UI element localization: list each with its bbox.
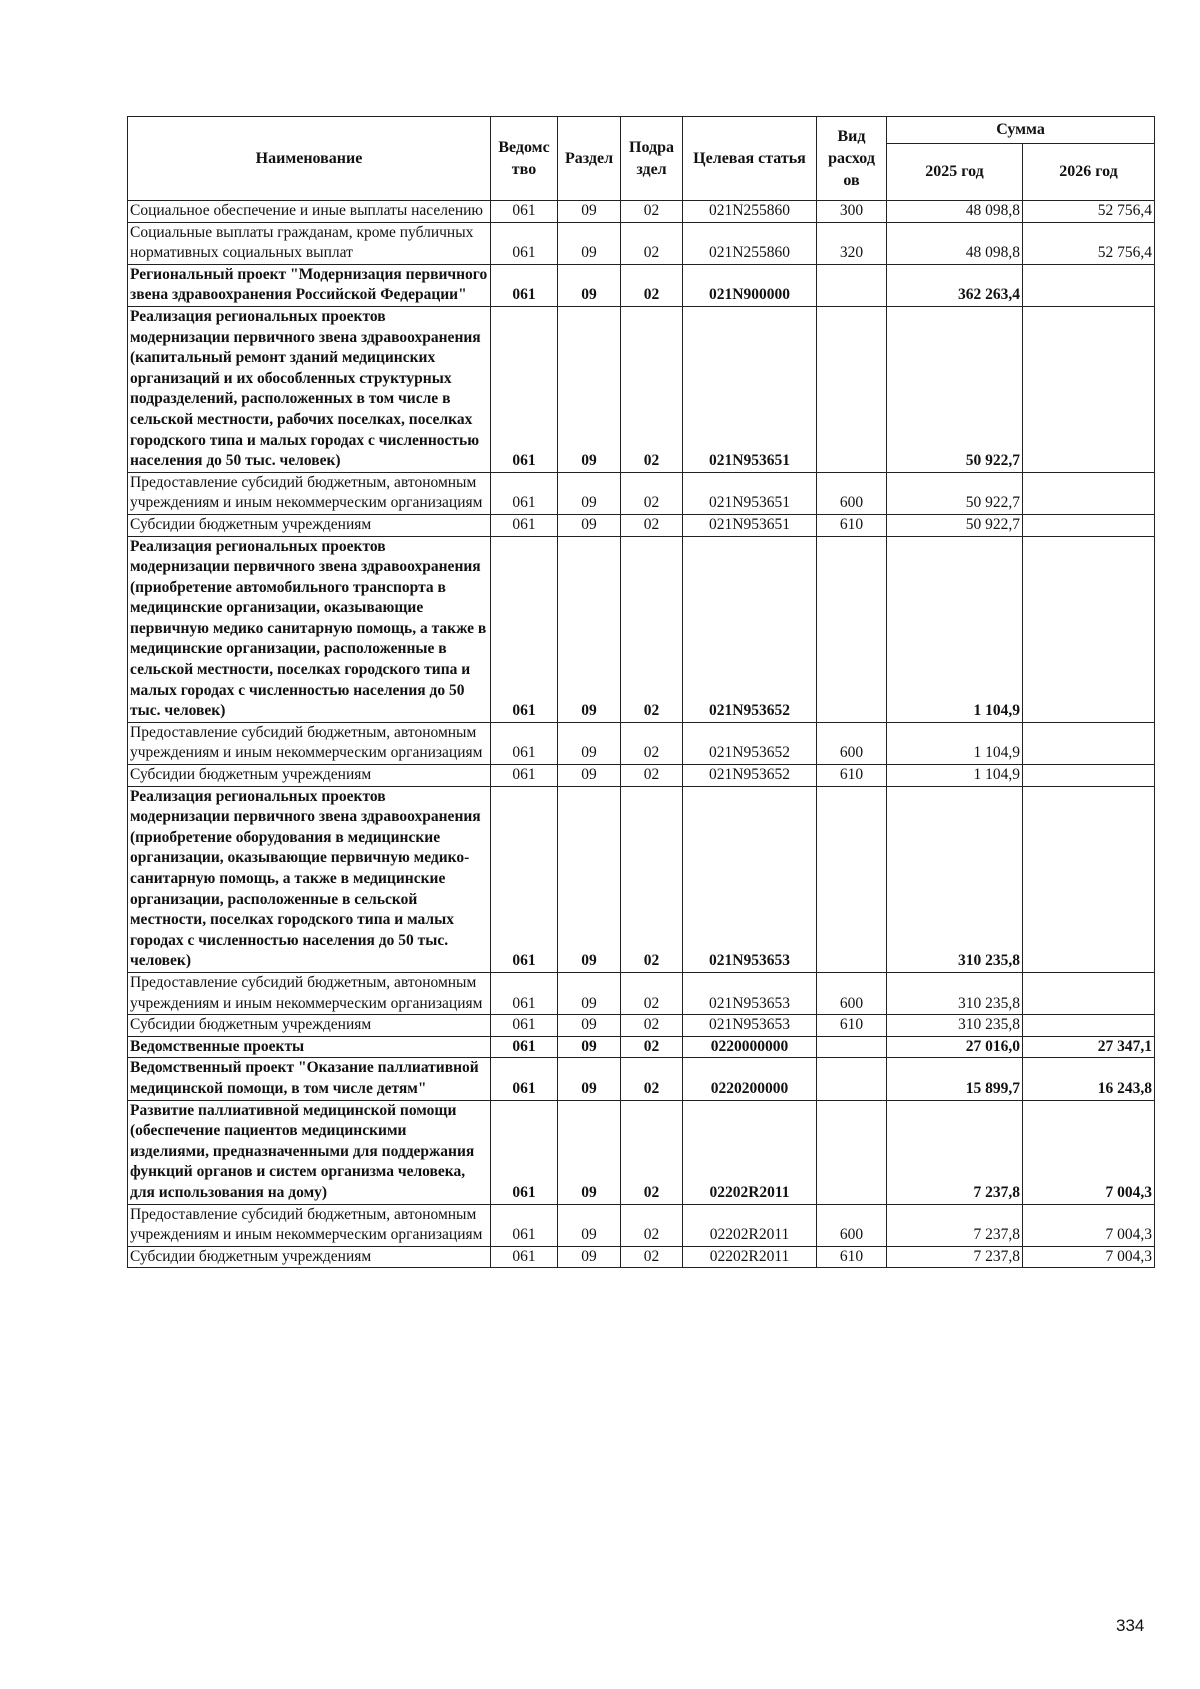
- cell-razdel: 09: [558, 222, 621, 264]
- table-row: [128, 972, 1155, 1014]
- cell-razdel: 09: [558, 201, 621, 223]
- cell-name: Субсидии бюджетным учреждениям: [128, 1246, 491, 1268]
- table-row: [128, 1204, 1155, 1246]
- cell-name: Ведомственный проект "Оказание паллиативной медицинской помощи, в том числе детям": [128, 1058, 491, 1100]
- cell-sum-2025: 1 104,9: [887, 722, 1023, 764]
- table-row: [128, 1036, 1155, 1058]
- table-row: [128, 472, 1155, 514]
- table-row: [128, 1246, 1155, 1268]
- cell-podrazdel: 02: [621, 222, 683, 264]
- cell-name: Субсидии бюджетным учреждениям: [128, 765, 491, 787]
- cell-celevaya-statya: 021N255860: [683, 201, 817, 223]
- cell-vid-rashodov: [817, 536, 887, 722]
- header-summa: Сумма: [887, 117, 1155, 144]
- cell-razdel: 09: [558, 1246, 621, 1268]
- cell-sum-2026: [1023, 786, 1155, 972]
- cell-sum-2025: 50 922,7: [887, 514, 1023, 536]
- table-row: [128, 765, 1155, 787]
- cell-vedomstvo: 061: [491, 201, 558, 223]
- cell-sum-2026: [1023, 472, 1155, 514]
- cell-sum-2025: 310 235,8: [887, 972, 1023, 1014]
- cell-sum-2026: [1023, 722, 1155, 764]
- cell-vedomstvo: 061: [491, 722, 558, 764]
- page-number: 334: [1116, 1616, 1145, 1635]
- cell-razdel: 09: [558, 1100, 621, 1204]
- cell-celevaya-statya: 021N953651: [683, 306, 817, 472]
- cell-podrazdel: 02: [621, 1015, 683, 1037]
- cell-sum-2025: 50 922,7: [887, 472, 1023, 514]
- cell-vid-rashodov: 600: [817, 722, 887, 764]
- cell-sum-2026: 7 004,3: [1023, 1100, 1155, 1204]
- table-row: [128, 264, 1155, 306]
- cell-razdel: 09: [558, 786, 621, 972]
- cell-vid-rashodov: 610: [817, 765, 887, 787]
- header-vedomstvo: Ведомс тво: [491, 117, 558, 201]
- cell-podrazdel: 02: [621, 1246, 683, 1268]
- table-row: [128, 536, 1155, 722]
- cell-razdel: 09: [558, 514, 621, 536]
- table-body: [128, 201, 1155, 1268]
- cell-sum-2025: 7 237,8: [887, 1204, 1023, 1246]
- table-row: [128, 1015, 1155, 1037]
- cell-sum-2026: [1023, 536, 1155, 722]
- cell-podrazdel: 02: [621, 1100, 683, 1204]
- cell-sum-2025: 50 922,7: [887, 306, 1023, 472]
- budget-table: [127, 116, 1155, 1268]
- cell-vedomstvo: 061: [491, 1036, 558, 1058]
- cell-name: Реализация региональных проектов модернизации первичного звена здравоохранения (приобретение автомобильного транспорта в медицинские организации, оказывающие первичную медико санитарную помощь, а также в медицинские организации, расположенные в сельской местности, поселках городского типа и малых городах с численностью населения до 50 тыс. человек): [128, 536, 491, 722]
- cell-name: Предоставление субсидий бюджетным, автономным учреждениям и иным некоммерческим организациям: [128, 472, 491, 514]
- cell-podrazdel: 02: [621, 1204, 683, 1246]
- header-celevaya-statya: Целевая статья: [683, 117, 817, 201]
- table-row: [128, 786, 1155, 972]
- cell-name: Развитие паллиативной медицинской помощи (обеспечение пациентов медицинскими изделиями, предназначенными для поддержания функций органов и систем организма человека, для использования на дому): [128, 1100, 491, 1204]
- cell-celevaya-statya: 021N255860: [683, 222, 817, 264]
- cell-podrazdel: 02: [621, 786, 683, 972]
- cell-razdel: 09: [558, 264, 621, 306]
- cell-sum-2025: 310 235,8: [887, 1015, 1023, 1037]
- table-row: [128, 722, 1155, 764]
- cell-sum-2026: 52 756,4: [1023, 222, 1155, 264]
- cell-sum-2026: 7 004,3: [1023, 1246, 1155, 1268]
- cell-vid-rashodov: 610: [817, 1015, 887, 1037]
- cell-sum-2026: 7 004,3: [1023, 1204, 1155, 1246]
- header-razdel: Раздел: [558, 117, 621, 201]
- cell-razdel: 09: [558, 536, 621, 722]
- cell-name: Реализация региональных проектов модернизации первичного звена здравоохранения (приобретение оборудования в медицинские организации, оказывающие первичную медико-санитарную помощь, а также в медицинские организации, расположенные в сельской местности, поселках городского типа и малых городах с численностью населения до 50 тыс. человек): [128, 786, 491, 972]
- cell-podrazdel: 02: [621, 306, 683, 472]
- cell-name: Реализация региональных проектов модернизации первичного звена здравоохранения (капитальный ремонт зданий медицинских организаций и их обособленных структурных подразделений, расположенных в том числе в сельской местности, рабочих поселках, поселках городского типа и малых городах с численностью населения до 50 тыс. человек): [128, 306, 491, 472]
- cell-vedomstvo: 061: [491, 514, 558, 536]
- cell-vid-rashodov: 300: [817, 201, 887, 223]
- cell-vid-rashodov: 600: [817, 972, 887, 1014]
- cell-razdel: 09: [558, 1204, 621, 1246]
- header-vid-rashodov: Вид расход ов: [817, 117, 887, 201]
- cell-vedomstvo: 061: [491, 306, 558, 472]
- cell-sum-2025: 7 237,8: [887, 1100, 1023, 1204]
- cell-vedomstvo: 061: [491, 472, 558, 514]
- cell-razdel: 09: [558, 765, 621, 787]
- cell-vid-rashodov: [817, 1058, 887, 1100]
- cell-celevaya-statya: 0220000000: [683, 1036, 817, 1058]
- cell-vedomstvo: 061: [491, 222, 558, 264]
- cell-sum-2026: [1023, 765, 1155, 787]
- cell-vedomstvo: 061: [491, 1246, 558, 1268]
- cell-celevaya-statya: 021N953652: [683, 536, 817, 722]
- cell-podrazdel: 02: [621, 765, 683, 787]
- cell-name: Субсидии бюджетным учреждениям: [128, 1015, 491, 1037]
- cell-sum-2025: 48 098,8: [887, 222, 1023, 264]
- cell-name: Ведомственные проекты: [128, 1036, 491, 1058]
- cell-vedomstvo: 061: [491, 765, 558, 787]
- cell-celevaya-statya: 02202R2011: [683, 1246, 817, 1268]
- cell-vid-rashodov: 610: [817, 1246, 887, 1268]
- cell-celevaya-statya: 021N953653: [683, 1015, 817, 1037]
- cell-vid-rashodov: [817, 1100, 887, 1204]
- header-podrazdel: Подра здел: [621, 117, 683, 201]
- cell-celevaya-statya: 021N953651: [683, 472, 817, 514]
- cell-podrazdel: 02: [621, 722, 683, 764]
- header-year-2026: 2026 год: [1023, 144, 1155, 201]
- cell-celevaya-statya: 021N953653: [683, 972, 817, 1014]
- cell-celevaya-statya: 02202R2011: [683, 1204, 817, 1246]
- cell-razdel: 09: [558, 722, 621, 764]
- cell-podrazdel: 02: [621, 972, 683, 1014]
- cell-vid-rashodov: 320: [817, 222, 887, 264]
- cell-name: Предоставление субсидий бюджетным, автономным учреждениям и иным некоммерческим организациям: [128, 1204, 491, 1246]
- cell-name: Предоставление субсидий бюджетным, автономным учреждениям и иным некоммерческим организациям: [128, 722, 491, 764]
- cell-name: Предоставление субсидий бюджетным, автономным учреждениям и иным некоммерческим организациям: [128, 972, 491, 1014]
- cell-celevaya-statya: 021N953652: [683, 765, 817, 787]
- cell-vid-rashodov: [817, 1036, 887, 1058]
- cell-celevaya-statya: 021N953652: [683, 722, 817, 764]
- cell-name: Социальное обеспечение и иные выплаты населению: [128, 201, 491, 223]
- cell-podrazdel: 02: [621, 514, 683, 536]
- cell-sum-2025: 1 104,9: [887, 765, 1023, 787]
- header-name: Наименование: [128, 117, 491, 201]
- cell-vedomstvo: 061: [491, 1058, 558, 1100]
- cell-celevaya-statya: 021N953653: [683, 786, 817, 972]
- table-row: [128, 1100, 1155, 1204]
- cell-podrazdel: 02: [621, 536, 683, 722]
- table-row: [128, 222, 1155, 264]
- cell-vedomstvo: 061: [491, 536, 558, 722]
- cell-sum-2026: 16 243,8: [1023, 1058, 1155, 1100]
- cell-vedomstvo: 061: [491, 264, 558, 306]
- cell-razdel: 09: [558, 1058, 621, 1100]
- cell-vid-rashodov: 600: [817, 1204, 887, 1246]
- cell-razdel: 09: [558, 472, 621, 514]
- cell-vid-rashodov: [817, 264, 887, 306]
- cell-sum-2025: 1 104,9: [887, 536, 1023, 722]
- cell-sum-2026: 27 347,1: [1023, 1036, 1155, 1058]
- cell-podrazdel: 02: [621, 1036, 683, 1058]
- cell-vedomstvo: 061: [491, 786, 558, 972]
- cell-sum-2025: 310 235,8: [887, 786, 1023, 972]
- cell-sum-2026: [1023, 1015, 1155, 1037]
- cell-sum-2026: [1023, 972, 1155, 1014]
- cell-name: Социальные выплаты гражданам, кроме публичных нормативных социальных выплат: [128, 222, 491, 264]
- cell-razdel: 09: [558, 972, 621, 1014]
- cell-celevaya-statya: 021N900000: [683, 264, 817, 306]
- table-row: [128, 1058, 1155, 1100]
- cell-celevaya-statya: 0220200000: [683, 1058, 817, 1100]
- cell-podrazdel: 02: [621, 1058, 683, 1100]
- cell-sum-2025: 362 263,4: [887, 264, 1023, 306]
- cell-sum-2026: [1023, 514, 1155, 536]
- cell-sum-2025: 27 016,0: [887, 1036, 1023, 1058]
- cell-vedomstvo: 061: [491, 1100, 558, 1204]
- cell-celevaya-statya: 02202R2011: [683, 1100, 817, 1204]
- cell-sum-2026: [1023, 264, 1155, 306]
- cell-vedomstvo: 061: [491, 1015, 558, 1037]
- cell-razdel: 09: [558, 1015, 621, 1037]
- cell-sum-2025: 15 899,7: [887, 1058, 1023, 1100]
- cell-vid-rashodov: [817, 786, 887, 972]
- cell-razdel: 09: [558, 306, 621, 472]
- cell-name: Субсидии бюджетным учреждениям: [128, 514, 491, 536]
- table-row: [128, 201, 1155, 223]
- cell-podrazdel: 02: [621, 472, 683, 514]
- cell-vid-rashodov: 600: [817, 472, 887, 514]
- header-year-2025: 2025 год: [887, 144, 1023, 201]
- cell-vid-rashodov: 610: [817, 514, 887, 536]
- cell-vedomstvo: 061: [491, 972, 558, 1014]
- table-row: [128, 306, 1155, 472]
- cell-sum-2025: 48 098,8: [887, 201, 1023, 223]
- cell-podrazdel: 02: [621, 201, 683, 223]
- cell-podrazdel: 02: [621, 264, 683, 306]
- cell-name: Региональный проект "Модернизация первичного звена здравоохранения Российской Федерации": [128, 264, 491, 306]
- cell-sum-2026: 52 756,4: [1023, 201, 1155, 223]
- cell-sum-2025: 7 237,8: [887, 1246, 1023, 1268]
- table-row: [128, 514, 1155, 536]
- cell-razdel: 09: [558, 1036, 621, 1058]
- cell-celevaya-statya: 021N953651: [683, 514, 817, 536]
- cell-vedomstvo: 061: [491, 1204, 558, 1246]
- cell-vid-rashodov: [817, 306, 887, 472]
- cell-sum-2026: [1023, 306, 1155, 472]
